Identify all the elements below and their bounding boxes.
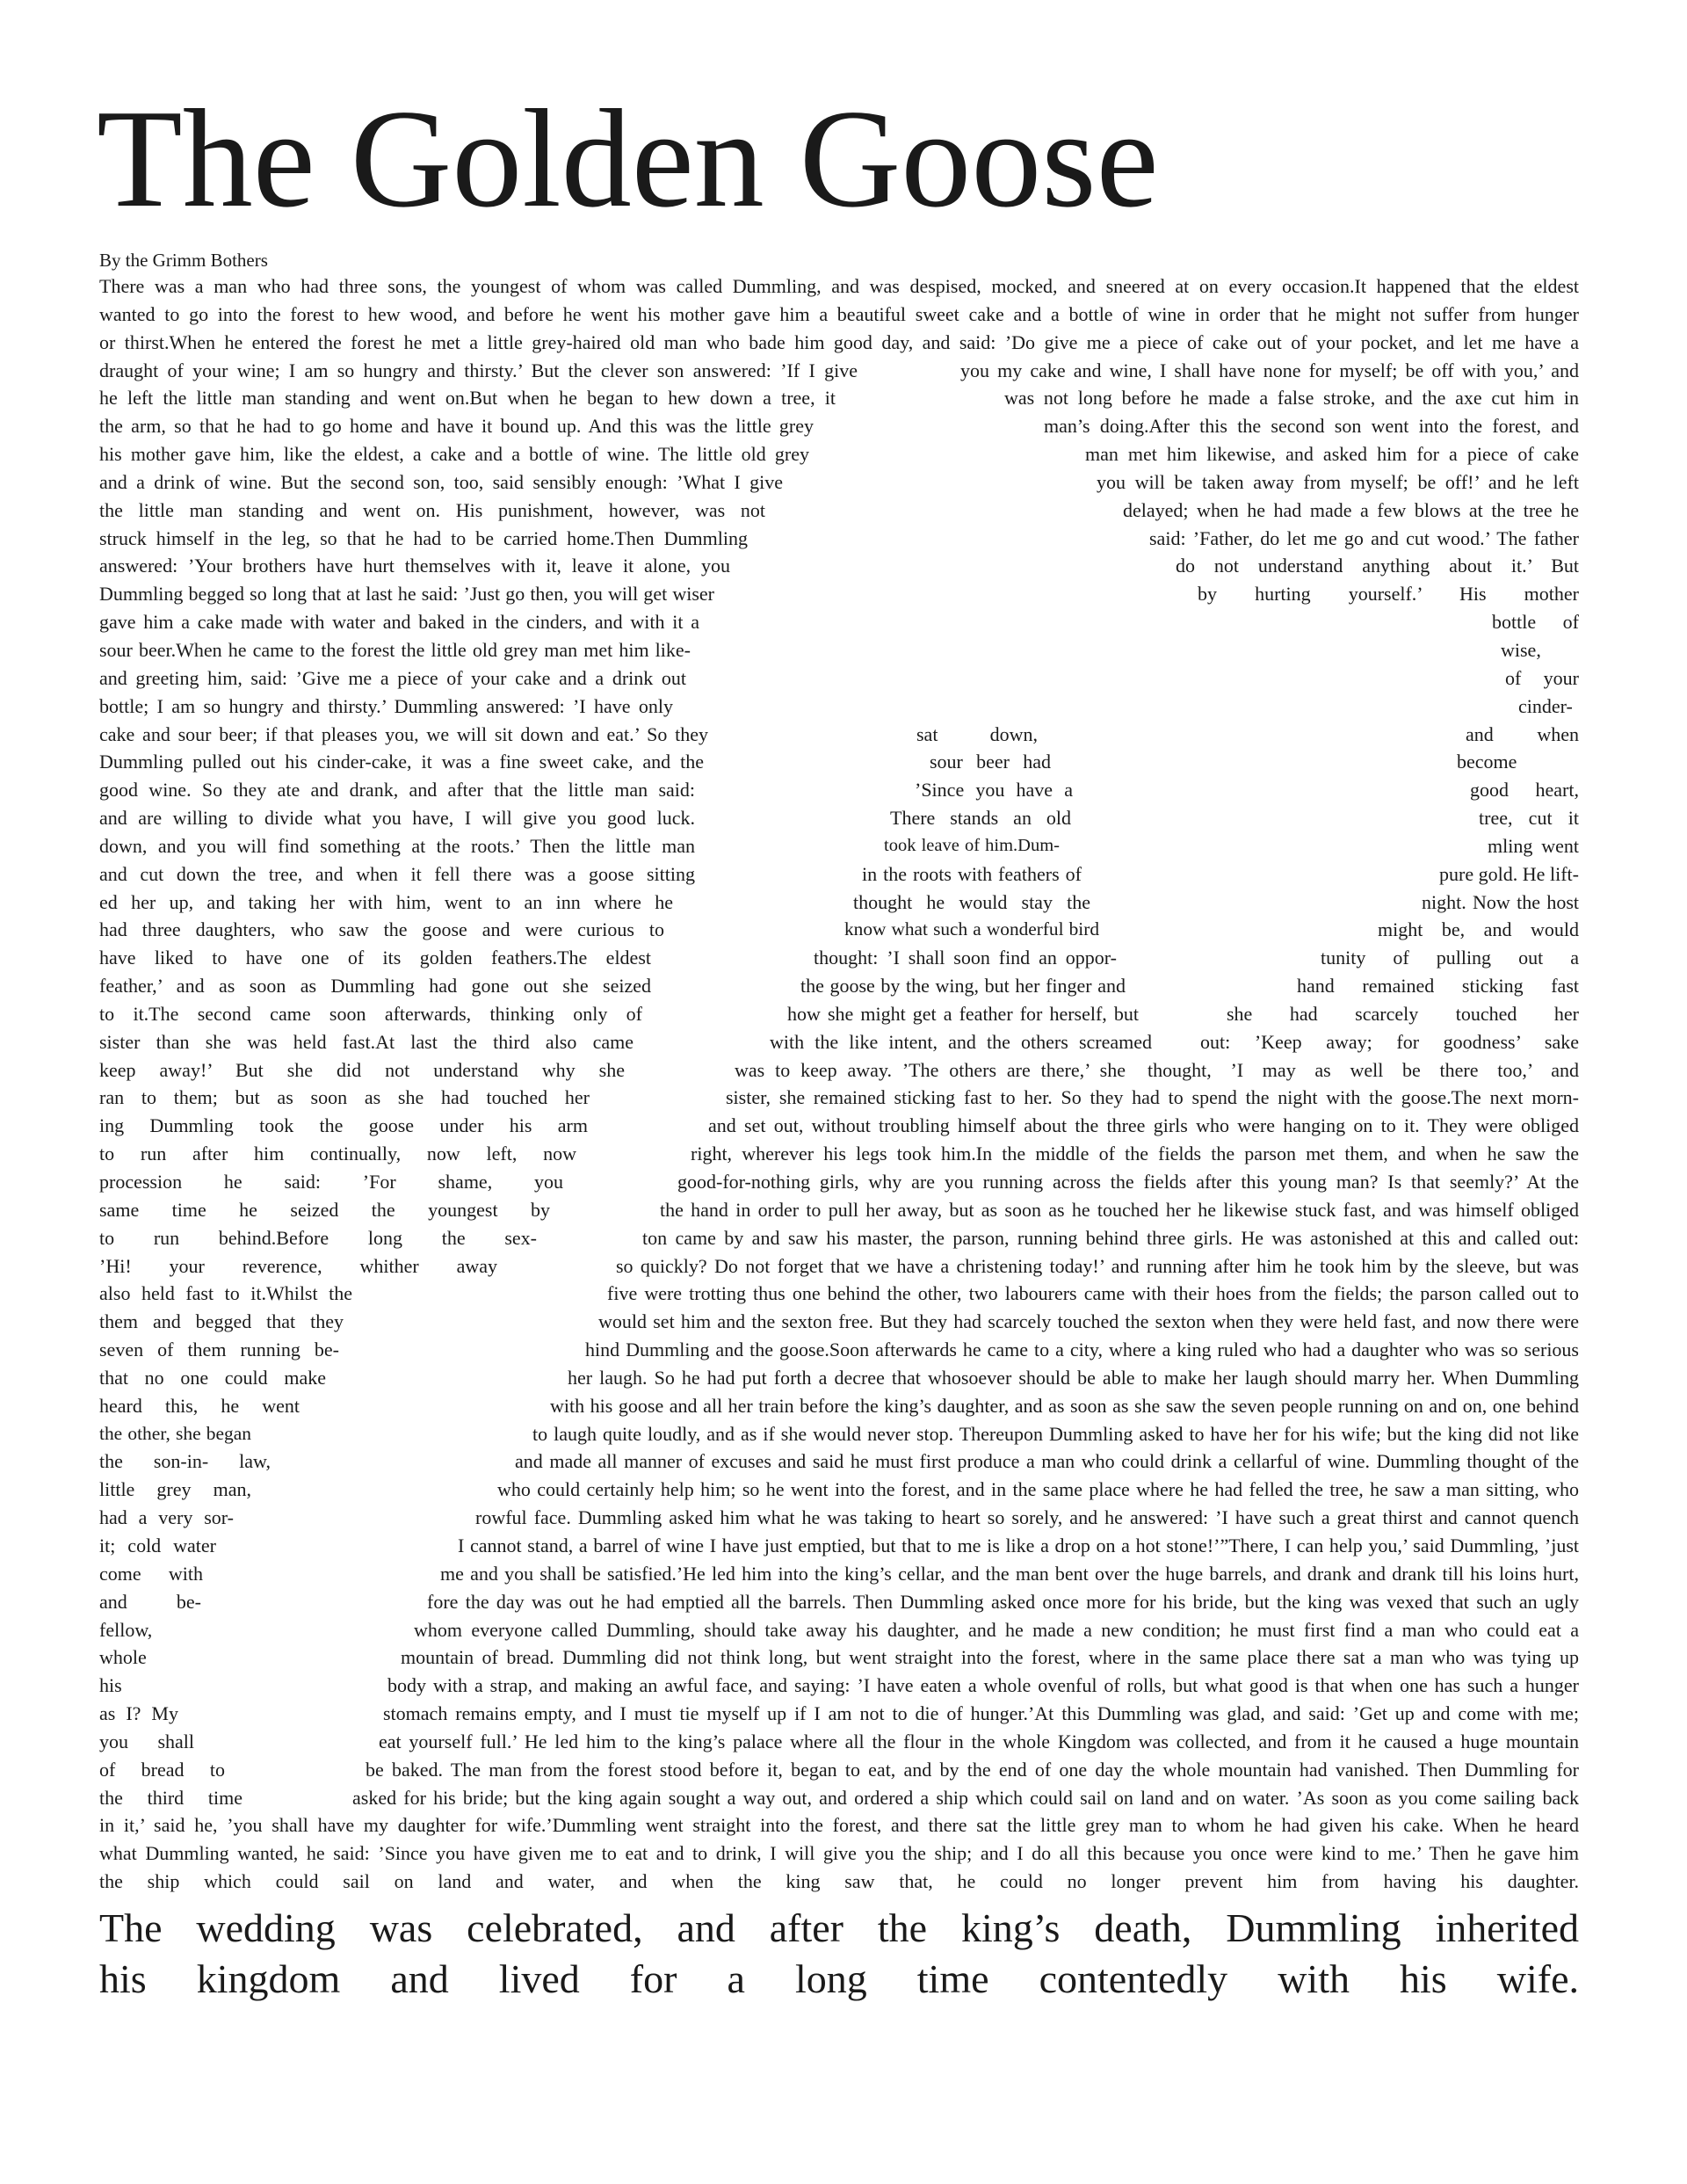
text-segment: sour beer had: [930, 751, 1051, 773]
text-segment: be baked. The man from the forest stood before it, began to eat, and by the end of one day the whole mountain had vanished. Then Dummling for: [366, 1758, 1579, 1781]
text-segment: have liked to have one of its golden feathers.The eldest: [99, 947, 651, 969]
text-segment: with his goose and all her train before the king’s daughter, and as soon as she saw the seven people running on and on, one behind: [550, 1394, 1579, 1417]
text-line: [99, 1560, 1579, 1588]
text-segment: whom everyone called Dummling, should take away his daughter, and he made a new condition; he must first find a man who could eat a: [414, 1618, 1579, 1641]
text-line: [99, 1588, 1579, 1616]
text-segment: by hurting yourself.’ His mother: [1198, 583, 1579, 606]
text-segment: the third time: [99, 1786, 243, 1809]
text-segment: said: ’Father, do let me go and cut wood.’ The father: [1149, 526, 1579, 549]
text-segment: eat yourself full.’ He led him to the king’s palace where all the flour in the whole Kingdom was collected, and from it he caused a huge mountain: [379, 1730, 1579, 1752]
text-segment: come with: [99, 1562, 203, 1585]
text-segment: bottle; I am so hungry and thirsty.’ Dummling answered: ’I have only: [99, 694, 673, 717]
text-segment: tunity of pulling out a: [1321, 947, 1579, 969]
text-segment: was not long before he made a false stroke, and the axe cut him in: [1004, 387, 1579, 410]
text-segment: hand remained sticking fast: [1297, 975, 1579, 998]
text-line: [99, 1504, 1579, 1532]
text-segment: he left the little man standing and went on.But when he began to hew down a tree, it: [99, 387, 836, 410]
text-line: [99, 748, 1579, 776]
text-segment: same time he seized the youngest by: [99, 1198, 550, 1221]
text-segment: the arm, so that he had to go home and have it bound up. And this was the little grey: [99, 415, 814, 438]
text-segment: so quickly? Do not forget that we have a christening today!’ and running after him he took him by the sleeve, but was: [616, 1254, 1579, 1277]
text-segment: tree, cut it: [1479, 807, 1579, 830]
text-line: [99, 1224, 1579, 1252]
text-segment: heard this, he went: [99, 1394, 300, 1417]
text-line: [99, 497, 1579, 525]
text-line: [99, 1028, 1579, 1056]
text-line: [99, 1196, 1579, 1224]
text-segment: mling went: [1488, 834, 1579, 857]
text-line: [99, 1532, 1579, 1560]
text-segment: ton came by and saw his master, the parson, running behind three girls. He was astonished at this and called out:: [642, 1226, 1579, 1249]
text-segment: it; cold water: [99, 1534, 216, 1556]
text-line: [99, 1476, 1579, 1504]
text-segment: and cut down the tree, and when it fell there was a goose sitting: [99, 862, 695, 885]
closing-line: his kingdom and lived for a long time contentedly with his wife.: [99, 1956, 1579, 2001]
text-line: [99, 1280, 1579, 1308]
text-line: [99, 860, 1579, 889]
text-segment: ing Dummling took the goose under his arm: [99, 1114, 588, 1137]
text-segment: his mother gave him, like the eldest, a cake and a bottle of wine. The little old grey: [99, 443, 809, 466]
text-segment: the son-in- law,: [99, 1450, 271, 1473]
text-segment: to it.The second came soon afterwards, thinking only of: [99, 1002, 642, 1025]
text-segment: took leave of him.Dum-: [884, 835, 1060, 855]
text-line: [99, 552, 1579, 580]
text-segment: the other, she began: [99, 1422, 251, 1444]
text-segment: me and you shall be satisfied.’He led him into the king’s cellar, and the man bent over the huge barrels, and drank and drank till his loins hurt,: [440, 1562, 1579, 1585]
text-line: [99, 1672, 1579, 1700]
text-segment: what Dummling wanted, he said: ’Since you have given me to eat and to drink, I will give you the ship; and I do all this because you once were kind to me.’ Then he gave him: [99, 1842, 1579, 1865]
text-segment: had three daughters, who saw the goose and were curious to: [99, 918, 664, 941]
text-segment: wanted to go into the forest to hew wood, and before he went his mother gave him a beautiful sweet cake and a bottle of wine in order that he might not suffer from hunger: [99, 302, 1579, 325]
text-segment: out: ’Keep away; for goodness’ sake: [1200, 1030, 1579, 1053]
text-segment: her laugh. So he had put forth a decree that whosoever should be able to make her laugh should marry her. When Dummling: [568, 1366, 1579, 1389]
text-segment: the little man standing and went on. His punishment, however, was not: [99, 498, 765, 521]
text-line: [99, 580, 1579, 608]
text-segment: and be-: [99, 1590, 201, 1613]
text-segment: she had scarcely touched her: [1227, 1002, 1579, 1025]
text-line: [99, 1839, 1579, 1868]
text-segment: in the roots with feathers of: [862, 862, 1082, 885]
text-segment: sister than she was held fast.At last the third also came: [99, 1030, 634, 1053]
text-segment: good wine. So they ate and drank, and after that the little man said:: [99, 779, 695, 802]
text-segment: and a drink of wine. But the second son, too, said sensibly enough: ’What I give: [99, 470, 783, 493]
text-segment: fore the day was out he had emptied all the barrels. Then Dummling asked once more for his bride, but the king was vexed that such an ugly: [427, 1590, 1579, 1613]
text-segment: gave him a cake made with water and baked in the cinders, and with it a: [99, 611, 699, 634]
text-segment: draught of your wine; I am so hungry and thirsty.’ But the clever son answered: ’If I give: [99, 359, 858, 381]
text-line: [99, 272, 1579, 301]
text-line: [99, 972, 1579, 1000]
text-segment: of your: [1505, 666, 1579, 689]
text-segment: had a very sor-: [99, 1506, 234, 1529]
text-segment: sat down,: [916, 722, 1038, 745]
text-segment: to run after him continually, now left, now: [99, 1143, 576, 1165]
text-line: [99, 1700, 1579, 1728]
text-line: [99, 1084, 1579, 1112]
text-segment: rowful face. Dummling asked him what he was taking to heart so sorely, and he answered: ’I have such a great thirst and cannot quench: [475, 1506, 1579, 1529]
text-segment: the goose by the wing, but her finger and: [800, 975, 1126, 998]
text-segment: man’s doing.After this the second son went into the forest, and: [1044, 415, 1579, 438]
text-line: [99, 1112, 1579, 1140]
text-line: [99, 357, 1579, 385]
text-segment: with the like intent, and the others screamed: [770, 1030, 1152, 1053]
byline: By the Grimm Bothers: [99, 250, 268, 271]
text-line: [99, 804, 1579, 832]
text-segment: keep away!’ But she did not understand why she: [99, 1058, 625, 1081]
text-line: [99, 1756, 1579, 1784]
text-line: [99, 1336, 1579, 1364]
text-segment: ’Since you have a: [915, 779, 1073, 802]
text-segment: that no one could make: [99, 1366, 326, 1389]
text-segment: good heart,: [1470, 779, 1579, 802]
text-segment: in it,’ said he, ’you shall have my daughter for wife.’Dummling went straight into the forest, and there sat the little grey man to whom he had given his cake. When he heard: [99, 1814, 1579, 1837]
text-line: [99, 1000, 1579, 1028]
closing-paragraph: [99, 1903, 1579, 2005]
text-segment: might be, and would: [1378, 918, 1579, 941]
text-line: [99, 1811, 1579, 1839]
text-line: [99, 776, 1579, 804]
text-segment: sister, she remained sticking fast to her. So they had to spend the night with the goose.The next morn-: [726, 1086, 1579, 1109]
text-segment: do not understand anything about it.’ But: [1176, 555, 1579, 577]
text-line: [99, 1868, 1579, 1896]
text-segment: hind Dummling and the goose.Soon afterwards he came to a city, where a king ruled who had a daughter who was so serious: [585, 1339, 1579, 1361]
text-line: [99, 301, 1579, 329]
story-title: The Golden Goose: [97, 80, 1159, 236]
text-segment: the ship which could sail on land and water, and when the king saw that, he could no longer prevent him from having his daughter.: [99, 1870, 1579, 1893]
text-line: [99, 525, 1579, 553]
text-segment: struck himself in the leg, so that he had to be carried home.Then Dummling: [99, 526, 748, 549]
text-segment: ed her up, and taking her with him, went to an inn where he: [99, 890, 673, 913]
text-segment: asked for his bride; but the king again sought a way out, and ordered a ship which could sail on land and on water. ’As soon as you come sailing back: [352, 1786, 1579, 1809]
text-segment: night. Now the host: [1422, 890, 1579, 913]
text-line: [99, 916, 1579, 944]
text-segment: I cannot stand, a barrel of wine I have just emptied, but that to me is like a drop on a hot stone!’”There, I can help you,’ said Dummling, ’just: [458, 1534, 1579, 1556]
text-segment: cake and sour beer; if that pleases you, we will sit down and eat.’ So they: [99, 722, 708, 745]
text-line: [99, 468, 1579, 497]
text-segment: Dummling pulled out his cinder-cake, it was a fine sweet cake, and the: [99, 751, 704, 773]
text-segment: thought he would stay the: [853, 890, 1090, 913]
text-line: [99, 1364, 1579, 1392]
text-line: [99, 944, 1579, 972]
text-segment: little grey man,: [99, 1478, 251, 1501]
text-line: [99, 1784, 1579, 1812]
text-line: [99, 384, 1579, 412]
text-segment: procession he said: ’For shame, you: [99, 1171, 563, 1193]
text-segment: and are willing to divide what you have, I will give you good luck.: [99, 807, 695, 830]
text-segment: answered: ’Your brothers have hurt themselves with it, leave it alone, you: [99, 555, 730, 577]
text-line: [99, 832, 1579, 860]
text-segment: thought: ’I shall soon find an oppor-: [814, 947, 1117, 969]
text-line: [99, 608, 1579, 636]
text-segment: man met him likewise, and asked him for a piece of cake: [1085, 443, 1579, 466]
text-line: [99, 664, 1579, 693]
text-segment: five were trotting thus one behind the other, two labourers came with their hoes from the fields; the parson called out to: [607, 1282, 1579, 1305]
text-segment: how she might get a feather for herself, but: [787, 1002, 1139, 1025]
text-line: [99, 693, 1579, 721]
text-segment: to run behind.Before long the sex-: [99, 1226, 537, 1249]
text-segment: of bread to: [99, 1758, 225, 1781]
text-segment: you will be taken away from myself; be off!’ and he left: [1097, 470, 1579, 493]
text-segment: as I? My: [99, 1702, 178, 1725]
text-segment: mountain of bread. Dummling did not think long, but went straight into the forest, where in the same place there sat a man who was tying up: [401, 1646, 1579, 1669]
text-segment: bottle of: [1492, 611, 1579, 634]
text-segment: his: [99, 1674, 122, 1697]
text-segment: know what such a wonderful bird: [844, 918, 1099, 940]
text-segment: pure gold. He lift-: [1439, 862, 1579, 885]
text-segment: right, wherever his legs took him.In the middle of the fields the parson met them, and when he saw the: [691, 1143, 1579, 1165]
text-segment: and made all manner of excuses and said he must first produce a man who could drink a cellarful of wine. Dummling thought of the: [515, 1450, 1579, 1473]
text-segment: was to keep away. ’The others are there,’ she: [735, 1058, 1126, 1081]
text-segment: thought, ’I may as well be there too,’ and: [1148, 1058, 1579, 1081]
text-line: [99, 1252, 1579, 1281]
text-line: [99, 1392, 1579, 1420]
text-line: [99, 1420, 1579, 1448]
text-line: [99, 636, 1579, 664]
text-line: [99, 412, 1579, 440]
text-segment: wise,: [1501, 638, 1541, 661]
text-line: [99, 889, 1579, 917]
text-line: [99, 1728, 1579, 1756]
text-segment: you my cake and wine, I shall have none for myself; be off with you,’ and: [960, 359, 1579, 381]
text-segment: would set him and the sexton free. But they had scarcely touched the sexton when they were held fast, and now there were: [598, 1310, 1579, 1333]
text-segment: to laugh quite loudly, and as if she would never stop. Thereupon Dummling asked to have her for his wife; but the king did not like: [532, 1422, 1579, 1445]
text-line: [99, 440, 1579, 468]
text-line: [99, 1643, 1579, 1672]
text-segment: and when: [1466, 722, 1579, 745]
text-segment: sour beer.When he came to the forest the little old grey man met him like-: [99, 638, 691, 661]
text-segment: Dummling begged so long that at last he said: ’Just go then, you will get wiser: [99, 583, 714, 606]
text-line: [99, 329, 1579, 357]
text-segment: cinder-: [1518, 694, 1573, 717]
text-segment: or thirst.When he entered the forest he met a little grey-haired old man who bade him good day, and said: ’Do give me a piece of cake out of your pocket, and let me have a: [99, 330, 1579, 353]
text-segment: also held fast to it.Whilst the: [99, 1282, 352, 1305]
text-segment: body with a strap, and making an awful face, and saying: ’I have eaten a whole ovenful of rolls, but what good is that when one has such a hunger: [387, 1674, 1579, 1697]
text-segment: good-for-nothing girls, why are you running across the fields after this young man? Is that seemly?’ At the: [677, 1171, 1579, 1193]
closing-line: The wedding was celebrated, and after the king’s death, Dummling inherited: [99, 1905, 1579, 1950]
text-segment: seven of them running be-: [99, 1339, 339, 1361]
text-segment: whole: [99, 1646, 147, 1669]
text-segment: ’Hi! your reverence, whither away: [99, 1254, 497, 1277]
text-segment: fellow,: [99, 1618, 153, 1641]
text-segment: down, and you will find something at the roots.’ Then the little man: [99, 834, 695, 857]
text-segment: them and begged that they: [99, 1310, 344, 1333]
text-line: [99, 1168, 1579, 1196]
text-line: [99, 1308, 1579, 1336]
text-segment: the hand in order to pull her away, but as soon as he touched her he likewise stuck fast, and was himself obliged: [660, 1198, 1579, 1221]
text-segment: and greeting him, said: ’Give me a piece of your cake and a drink out: [99, 666, 686, 689]
text-segment: delayed; when he had made a few blows at the tree he: [1123, 498, 1579, 521]
text-segment: There stands an old: [890, 807, 1071, 830]
text-segment: stomach remains empty, and I must tie myself up if I am not to die of hunger.’At this Dummling was glad, and said: ’Get up and come with me;: [383, 1702, 1579, 1725]
text-line: [99, 1140, 1579, 1168]
text-segment: who could certainly help him; so he went into the forest, and in the same place where he had felled the tree, he saw a man sitting, who: [497, 1478, 1579, 1501]
text-segment: become: [1457, 751, 1517, 773]
story-body: [99, 272, 1579, 1896]
text-segment: There was a man who had three sons, the youngest of whom was called Dummling, and was despised, mocked, and sneered at on every occasion.It happened that the eldest: [99, 275, 1579, 297]
text-line: [99, 721, 1579, 749]
text-line: [99, 1448, 1579, 1476]
text-segment: ran to them; but as soon as she had touched her: [99, 1086, 590, 1109]
text-line: [99, 1616, 1579, 1644]
text-segment: and set out, without troubling himself about the three girls who were hanging on to it. They were obliged: [708, 1114, 1579, 1137]
text-segment: feather,’ and as soon as Dummling had gone out she seized: [99, 975, 651, 998]
text-line: [99, 1056, 1579, 1085]
text-segment: you shall: [99, 1730, 194, 1752]
